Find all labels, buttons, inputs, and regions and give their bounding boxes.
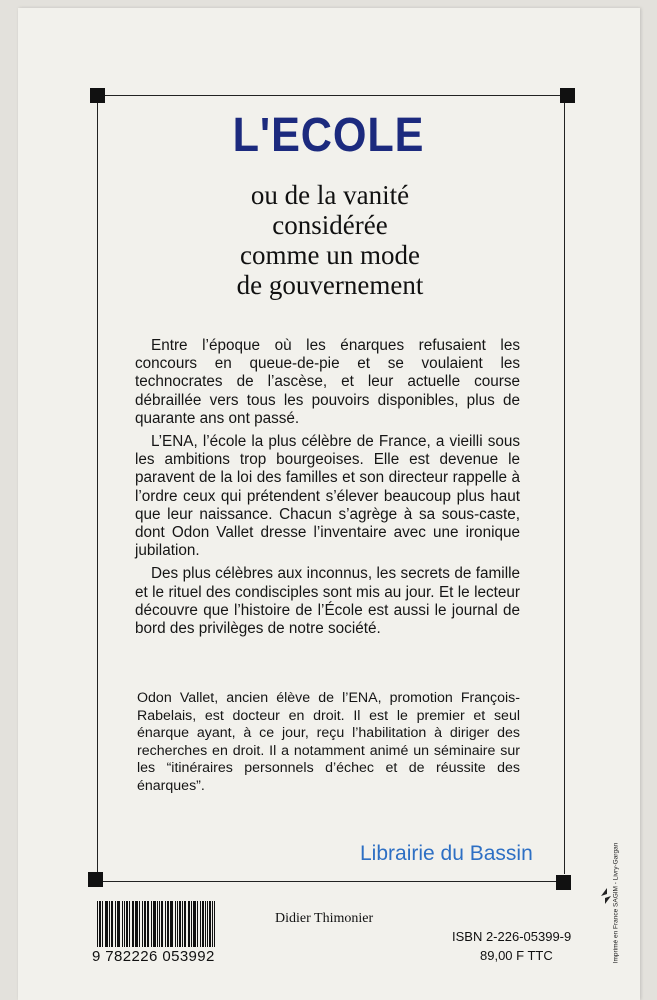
barcode-bar [189,901,190,947]
subtitle-line: de gouvernement [236,270,424,300]
barcode-bar [148,901,149,947]
barcode-bar [184,901,185,947]
barcode-bar [194,901,195,947]
barcode-bar [151,901,152,947]
barcode-bar [171,901,172,947]
subtitle-line: comme un mode [240,240,420,270]
barcode-bar [157,901,158,947]
barcode-bar [137,901,138,947]
barcode-bar [112,901,113,947]
frame-corner-bottom-left [88,872,103,887]
barcode-digits: 9 782226 053992 [92,948,215,965]
barcode-bar [142,901,143,947]
frame-corner-top-right [560,88,575,103]
barcode-bar [132,901,133,947]
blurb-paragraph: Entre l’époque où les énarques refusaient les concours en queue-de-pie et se voulaient les technocrates de l’ascèse, et leur actuelle course débraillée vers tous les pouvoirs disponibles, plus de quarante ans ont passé. [135,337,520,427]
barcode-bar [167,901,168,947]
barcode-bar [162,901,163,947]
barcode-bar [188,901,189,947]
barcode-bar [197,901,198,947]
barcode-bar [105,901,106,947]
book-title: L'ECOLE [232,109,425,162]
barcode-bar [100,901,101,947]
barcode-bar [205,901,206,947]
barcode-bar [97,901,98,947]
barcode-bar [129,901,130,947]
barcode-bar [179,901,180,947]
barcode-bar [102,901,103,947]
blurb-paragraph: Des plus célèbres aux inconnus, les secrets de famille et le rituel des condisciples sont mis au jour. Et le lecteur découvre que l’histoire de l’École est aussi le journal de bord des privilèges de notre société. [135,565,520,638]
barcode-bar [185,901,186,947]
barcode-bar [170,901,171,947]
author-bio: Odon Vallet, ancien élève de l’ENA, promotion François-Rabelais, est docteur en droit. Il est le premier et seul énarque ayant, à ce jour, reçu l’habilitation à diriger des recherches en droit. Il a notamment animé un séminaire sur les “itinéraires personnels d’échec et de réussite des énarques”. [137,690,520,794]
barcode-bar [136,901,137,947]
frame-right-line [564,102,565,874]
barcode-bar [144,901,145,947]
barcode-bar [118,901,119,947]
barcode-bar [126,901,127,947]
barcode-bar [159,901,160,947]
price: 89,00 F TTC [480,948,553,963]
barcode-bar [191,901,192,947]
barcode-bar [202,901,203,947]
barcode-bar [203,901,204,947]
barcode-bar [111,901,112,947]
barcode-bar [172,901,173,947]
barcode-bar [122,901,123,947]
subtitle-line: considérée [272,210,388,240]
subtitle-line: ou de la vanité [250,180,410,210]
frame-corner-top-left [90,88,105,103]
barcode-bar [175,901,176,947]
barcode-bar [177,901,178,947]
barcode-bar [153,901,154,947]
barcode-bar [107,901,108,947]
barcode-bar [135,901,136,947]
blurb [135,337,520,643]
isbn: ISBN 2-226-05399-9 [452,929,572,944]
barcode-bar [165,901,166,947]
barcode-bar [119,901,120,947]
barcode-bar [180,901,181,947]
barcode-bar [154,901,155,947]
frame-corner-bottom-right [556,875,571,890]
barcode-bar [155,901,156,947]
barcode-bar [214,901,215,947]
barcode-bar [212,901,213,947]
frame-top-line [103,95,567,96]
book-subtitle [160,180,500,300]
barcode-bar [161,901,162,947]
barcode-bar [115,901,116,947]
barcode-bar [139,901,140,947]
barcode-bar [106,901,107,947]
barcode-bar [193,901,194,947]
barcode-bar [207,901,208,947]
barcode-bar [133,901,134,947]
illustrator-credit: Didier Thimonier [275,911,374,926]
barcode-bar [124,901,125,947]
barcode-bar [200,901,201,947]
barcode-bar [168,901,169,947]
printer-note [610,838,621,968]
blurb-paragraph: L’ENA, l’école la plus célèbre de France, a vieilli sous les ambitions trop bourgeoises. Elle est devenue le paravent de la loi des familles et son directeur rappelle à l’ordre ceux qui prétendent s’élever beaucoup plus haut que leur naissance. Chacun s’agrège à sa sous-caste, dont Odon Vallet dresse l’inventaire avec une ironique jubilation. [135,433,520,560]
barcode-bar [117,901,118,947]
barcode-bar [99,901,100,947]
barcode-bar [195,901,196,947]
barcode-bar [109,901,110,947]
frame-left-line [97,102,98,874]
barcode-icon [97,901,215,947]
barcode-bar [127,901,128,947]
frame-bottom-line [103,881,567,882]
barcode-bar [182,901,183,947]
printer-note-text: Imprimé en France SAGIM - Livry-Gargan [612,842,619,964]
bookseller-watermark: Librairie du Bassin [360,842,533,865]
barcode-bar [210,901,211,947]
barcode-bar [147,901,148,947]
barcode-bar [145,901,146,947]
barcode-bar [209,901,210,947]
